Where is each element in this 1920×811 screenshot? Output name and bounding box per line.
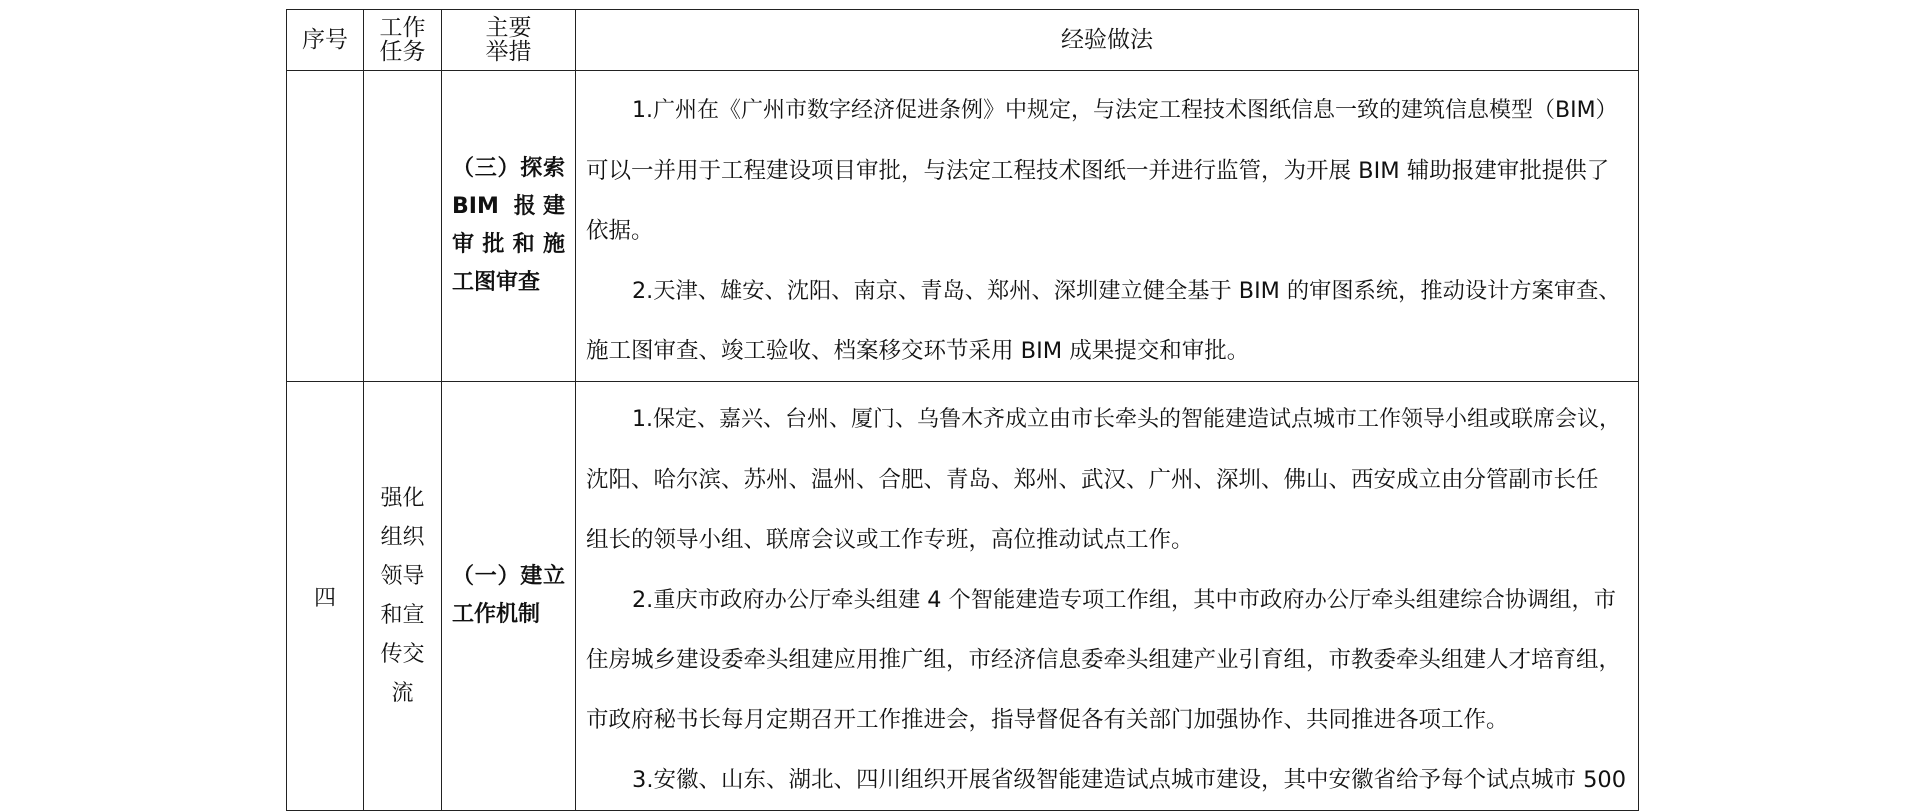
header-task-label: 工作任务	[379, 14, 426, 65]
measure-line: 工作机制	[452, 602, 541, 627]
experience-line: 施工图审查、竣工验收、档案移交环节采用 BIM 成果提交和审批。	[586, 338, 1250, 364]
row-number	[287, 71, 364, 382]
task-line: 流	[391, 681, 414, 706]
task-line: 传交	[380, 642, 425, 667]
experience-line: 住房城乡建设委牵头组建应用推广组，市经济信息委牵头组建产业引育组，市教委牵头组建人才培育组，	[586, 647, 1622, 673]
task-line: 组织	[380, 525, 425, 550]
row-experience	[576, 382, 1639, 811]
experience-line: 2.天津、雄安、沈阳、南京、青岛、郑州、深圳建立健全基于 BIM 的审图系统，推动设计方案审查、	[632, 278, 1621, 304]
header-measure-label: 主要举措	[485, 14, 532, 65]
row-measure	[442, 71, 576, 382]
experience-line: 2.重庆市政府办公厅牵头组建 4 个智能建造专项工作组，其中市政府办公厅牵头组建综合协调组，市	[632, 587, 1617, 613]
measure-line: BIM 报建	[452, 194, 565, 219]
experience-line: 1.广州在《广州市数字经济促进条例》中规定，与法定工程技术图纸信息一致的建筑信息模型（BIM）	[632, 98, 1618, 123]
experience-line: 3.安徽、山东、湖北、四川组织开展省级智能建造试点城市建设，其中安徽省给予每个试点城市 500	[632, 767, 1627, 793]
header-measure	[442, 10, 576, 71]
experience-table	[286, 9, 1639, 811]
row-task	[364, 71, 442, 382]
experience-line: 组长的领导小组、联席会议或工作专班，高位推动试点工作。	[586, 527, 1194, 553]
header-task	[364, 10, 442, 71]
row-experience	[576, 71, 1639, 382]
measure-line: （三）探索	[452, 156, 565, 181]
measure-text	[442, 558, 575, 634]
experience-line: 市政府秘书长每月定期召开工作推进会，指导督促各有关部门加强协作、共同推进各项工作。	[586, 707, 1509, 733]
header-no: 序号	[287, 10, 364, 71]
experience-line: 可以一并用于工程建设项目审批，与法定工程技术图纸一并进行监管，为开展 BIM 辅助报建审批提供了	[586, 158, 1610, 184]
table-header-row	[287, 10, 1639, 71]
measure-line: 工图审查	[452, 270, 541, 295]
table-row	[287, 71, 1639, 382]
header-experience: 经验做法	[576, 10, 1639, 71]
row-measure	[442, 382, 576, 811]
experience-line: 1.保定、嘉兴、台州、厦门、乌鲁木齐成立由市长牵头的智能建造试点城市工作领导小组或联席会议，	[632, 407, 1621, 432]
table-row	[287, 382, 1639, 811]
measure-text	[442, 150, 575, 302]
task-text	[379, 479, 427, 713]
experience-line: 沈阳、哈尔滨、苏州、温州、合肥、青岛、郑州、武汉、广州、深圳、佛山、西安成立由分管副市长任	[586, 467, 1599, 493]
task-line: 强化	[380, 486, 425, 511]
experience-line: 依据。	[586, 218, 654, 244]
measure-line: （一）建立	[452, 564, 565, 589]
row-number: 四	[287, 382, 364, 811]
row-task	[364, 382, 442, 811]
task-line: 领导	[380, 564, 425, 589]
task-line: 和宣	[380, 603, 425, 628]
measure-line: 审批和施	[452, 232, 565, 257]
